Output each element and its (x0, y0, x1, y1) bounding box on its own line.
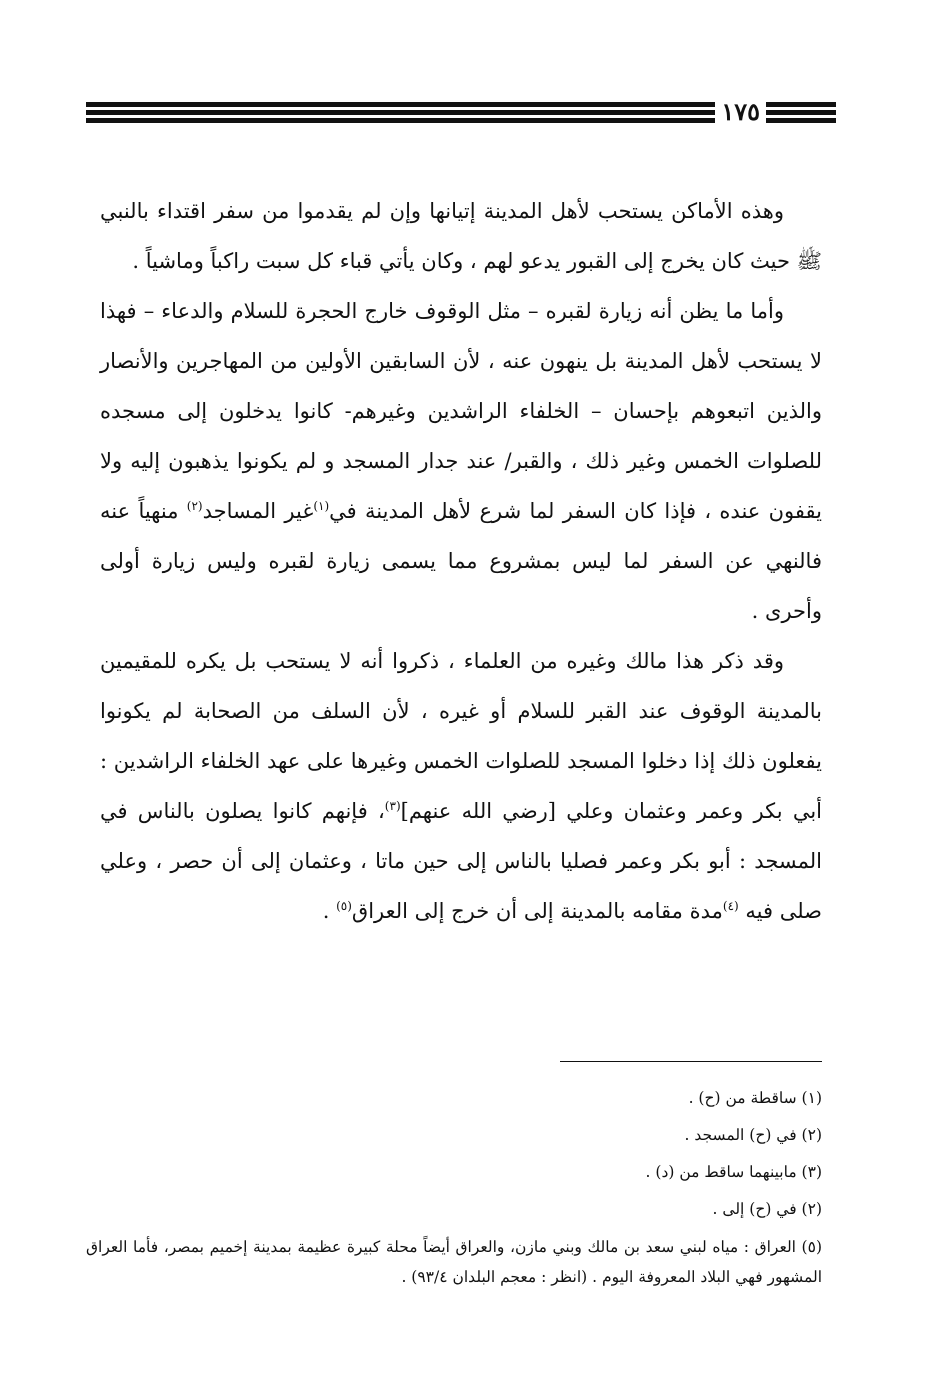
footnote-ref: (٢) (186, 499, 203, 513)
footnote-ref: (٣) (384, 799, 401, 813)
paragraph-3: وقد ذكر هذا مالك وغيره من العلماء ، ذكروا أنه لا يستحب بل يكره للمقيمين بالمدينة الوقوف عند القبر للسلام أو غيره ، لأن السلف من الصحابة لم يكونوا يفعلون ذلك إذا دخلوا المسجد للصلوات الخمس وغيرها على عهد الخلفاء الراشدين : أبي بكر وعمر وعثمان وعلي [رضي الله عنهم]$^{(٣)}$، فإنهم كانوا يصلون بالناس في المسجد : أبو بكر وعمر فصليا بالناس إلى حين ماتا ، وعثمان إلى أن حصر ، وعلي صلى فيه $^{(٤)}$مدة مقامه بالمدينة إلى أن خرج إلى العراق$^{(٥)}$ . (100, 649, 822, 923)
footnote-separator (560, 1061, 822, 1062)
footnote-ref: (٤) (722, 899, 739, 913)
footnote-2: (٢) في (ح) المسجد . (684, 1126, 822, 1144)
footnote-4: (٢) في (ح) إلى . (712, 1200, 822, 1218)
footnote-1: (١) ساقطة من (ح) . (688, 1089, 822, 1107)
footnote-ref: (١) (313, 499, 330, 513)
page-number: ١٧٥ (715, 96, 766, 128)
main-text (100, 186, 822, 936)
footnotes (86, 1080, 822, 1292)
paragraph-2: وأما ما يظن أنه زيارة لقبره – مثل الوقوف خارج الحجرة للسلام والدعاء – فهذا لا يستحب لأهل المدينة بل ينهون عنه ، لأن السابقين الأولين من المهاجرين والأنصار والذين اتبعوهم بإحسان – الخلفاء الراشدين وغيرهم- كانوا يدخلون إلى مسجده للصلوات الخمس وغير ذلك ، والقبر/ عند جدار المسجد و لم يكونوا يذهبون إليه ولا يقفون عنده ، فإذا كان السفر لما شرع لأهل المدينة في$^{(١)}$غير المساجد$^{(٢)}$ منهياً عنه فالنهي عن السفر لما ليس بمشروع مما يسمى زيارة لقبره وليس زيارة أولى وأحرى . (100, 299, 823, 623)
footnote-5: (٥) العراق : مياه لبني سعد بن مالك وبني مازن، والعراق أيضاً محلة كبيرة عظيمة بمدينة إخميم بمصر، فأما العراق المشهور فهي البلاد المعروفة اليوم . (انظر : معجم البلدان ٩٣/٤) . (86, 1238, 822, 1286)
paragraph-1: وهذه الأماكن يستحب لأهل المدينة إتيانها وإن لم يقدموا من سفر اقتداء بالنبي ﷺ حيث كان يخرج إلى القبور يدعو لهم ، وكان يأتي قباء كل سبت راكباً وماشياً . (100, 199, 822, 273)
footnote-ref: (٥) (336, 899, 352, 913)
footnote-3: (٣) مابينهما ساقط من (د) . (645, 1163, 822, 1181)
page-header (86, 96, 836, 128)
